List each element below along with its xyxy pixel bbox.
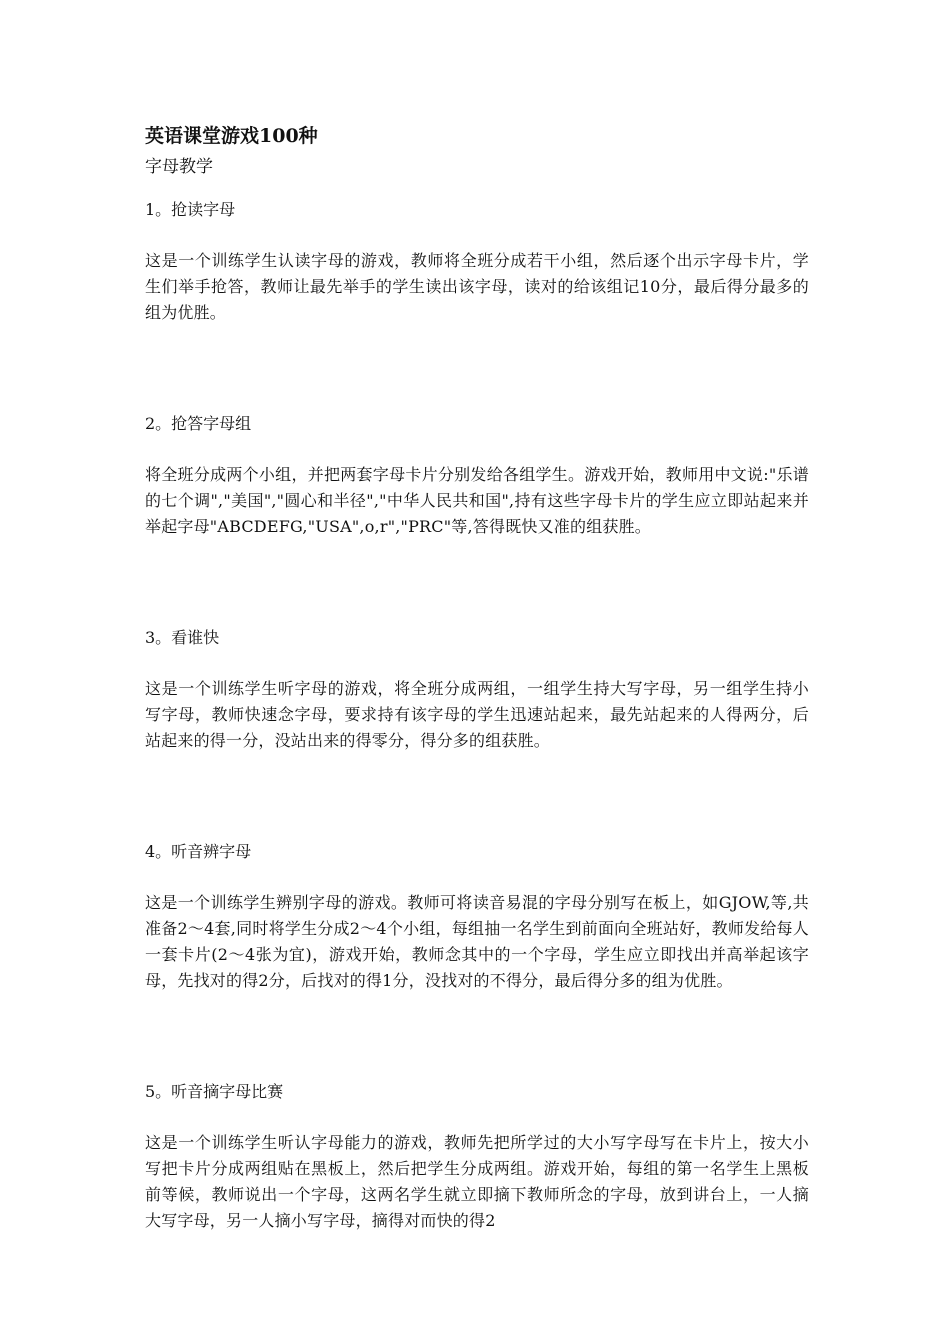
section-5 — [145, 1078, 809, 1234]
section-body: 将全班分成两个小组，并把两套字母卡片分别发给各组学生。游戏开始，教师用中文说:"乐谱的七个调","美国","圆心和半径","中华人民共和国",持有这些字母卡片的学生应立即站起来并举起字母"ABCDEFG,"USA",o,r","PRC"等,答得既快又准的组获胜。 — [145, 465, 809, 536]
section-2 — [145, 410, 809, 540]
section-heading: 3。看谁快 — [145, 628, 220, 647]
document-subtitle: 字母教学 — [145, 157, 213, 177]
section-spacer — [145, 326, 809, 410]
section-body: 这是一个训练学生听认字母能力的游戏，教师先把所学过的大小写字母写在卡片上，按大小写把卡片分成两组贴在黑板上，然后把学生分成两组。游戏开始，每组的第一名学生上黑板前等候，教师说出一个字母，这两名学生就立即摘下教师所念的字母，放到讲台上，一人摘大写字母，另一人摘小写字母，摘得对而快的得2 — [145, 1133, 809, 1230]
section-body: 这是一个训练学生辨别字母的游戏。教师可将读音易混的字母分别写在板上，如GJOW,等,共准备2～4套,同时将学生分成2～4个小组，每组抽一名学生到前面向全班站好，教师发给每人一套卡片(2～4张为宜)，游戏开始，教师念其中的一个字母，学生应立即找出并高举起该字母，先找对的得2分，后找对的得1分，没找对的不得分，最后得分多的组为优胜。 — [145, 893, 809, 990]
section-heading: 5。听音摘字母比赛 — [145, 1082, 284, 1101]
section-heading: 4。听音辨字母 — [145, 842, 252, 861]
document-page — [145, 118, 809, 1234]
section-spacer — [145, 754, 809, 838]
section-heading: 2。抢答字母组 — [145, 414, 252, 433]
section-heading: 1。抢读字母 — [145, 200, 236, 219]
section-4 — [145, 838, 809, 994]
document-title: 英语课堂游戏100种 — [145, 125, 318, 147]
section-spacer — [145, 994, 809, 1078]
section-body: 这是一个训练学生听字母的游戏，将全班分成两组，一组学生持大写字母，另一组学生持小写字母，教师快速念字母，要求持有该字母的学生迅速站起来，最先站起来的人得两分，后站起来的得一分，没站出来的得零分，得分多的组获胜。 — [145, 679, 809, 750]
section-body: 这是一个训练学生认读字母的游戏，教师将全班分成若干小组，然后逐个出示字母卡片，学生们举手抢答，教师让最先举手的学生读出该字母，读对的给该组记10分，最后得分最多的组为优胜。 — [145, 251, 809, 322]
section-3 — [145, 624, 809, 754]
section-spacer — [145, 540, 809, 624]
section-1 — [145, 196, 809, 326]
